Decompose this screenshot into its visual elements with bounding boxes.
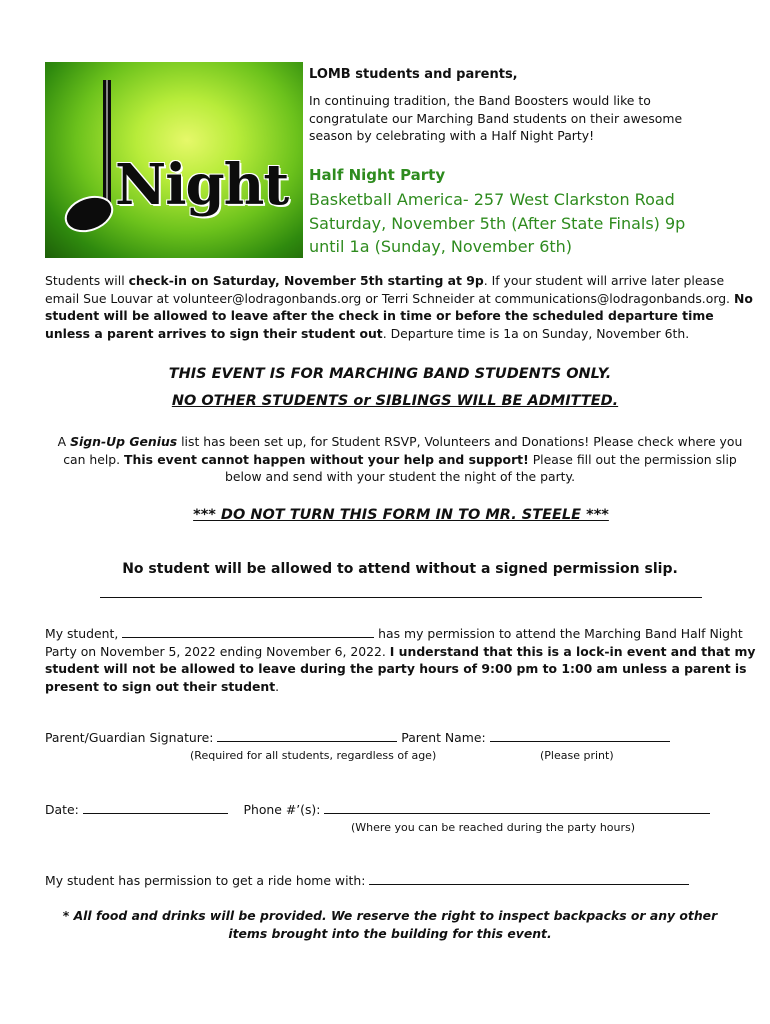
greeting: LOMB students and parents, [309, 67, 518, 82]
signup-emphasis: This event cannot happen without your help and support! [124, 451, 529, 467]
date-field[interactable] [83, 801, 228, 814]
ride-field[interactable] [369, 872, 689, 885]
date-phone-row [45, 801, 745, 819]
permission-paragraph [45, 625, 757, 695]
lockin-agreement: I understand that this is a lock-in event and that my student will not be allowed to leave during the party hours of 9:00 pm to 1:00 am unless a parent is present to sign out their student [45, 643, 756, 694]
checkin-paragraph [45, 272, 761, 342]
parent-name-note: (Please print) [540, 749, 614, 762]
logo-word: Night [115, 152, 289, 218]
checkin-time: check-in on Saturday, November 5th starting at 9p [128, 273, 484, 288]
departure-time: . Departure time is 1a on Sunday, November 6th. [382, 325, 690, 341]
event-location: Basketball America- 257 West Clarkston Road [309, 190, 675, 209]
signature-note: (Required for all students, regardless of age) [190, 749, 437, 762]
signature-field[interactable] [217, 729, 397, 742]
ride-row [45, 872, 745, 890]
signup-text-3: Please fill out the permission slip below and send with your student the night of the party. [224, 451, 737, 484]
event-date-line2: until 1a (Sunday, November 6th) [309, 237, 573, 256]
signup-genius-link: Sign-Up Genius [70, 434, 178, 449]
phone-field[interactable] [324, 801, 710, 814]
signup-text-1: A [57, 434, 71, 449]
checkin-text-2: . If your student will arrive later please email Sue Louvar at volunteer@lodragonbands.org or Terri Schneider at communications@lodragonbands.org. [45, 273, 730, 306]
night-logo [45, 62, 303, 258]
notice-line2: NO OTHER STUDENTS or SIBLINGS WILL BE ADMITTED. [171, 393, 619, 409]
event-date-line1: Saturday, November 5th (After State Finals) 9p [309, 213, 686, 233]
intro-text: In continuing tradition, the Band Boosters would like to congratulate our Marching Band students on their awesome season by celebrating with a Half Night Party! [309, 93, 683, 143]
permission-text-1: My student, [45, 626, 123, 641]
signup-text-2: list has been set up, for Student RSVP, Volunteers and Donations! Please check where you can help. [63, 434, 743, 467]
phone-label: Phone #’(s): [243, 802, 325, 817]
parent-name-field[interactable] [490, 729, 670, 742]
parent-name-label: Parent Name: [397, 730, 490, 745]
permission-required: No student will be allowed to attend without a signed permission slip. [122, 561, 678, 577]
footer-note: * All food and drinks will be provided. We reserve the right to inspect backpacks or any other items brought into the building for this event. [62, 908, 718, 941]
phone-note: (Where you can be reached during the party hours) [351, 821, 636, 834]
date-label: Date: [45, 802, 83, 817]
cut-line [100, 597, 702, 598]
checkin-text-1: Students will [45, 273, 129, 288]
signup-paragraph [45, 433, 755, 486]
permission-text-2: has my permission to attend the Marching Band Half Night Party on November 5, 2022 ending November 6, 2022. [45, 626, 743, 659]
student-name-field[interactable] [122, 625, 374, 638]
permission-period: . [275, 678, 280, 694]
ride-label: My student has permission to get a ride home with: [45, 873, 370, 888]
departure-rule: No student will be allowed to leave after the check in time or before the scheduled departure time unless a parent arrives to sign their student out [45, 290, 753, 341]
signature-row [45, 729, 745, 747]
event-title: Half Night Party [309, 166, 446, 184]
notice-line1: THIS EVENT IS FOR MARCHING BAND STUDENTS ONLY. [168, 366, 612, 382]
event-details [309, 188, 749, 259]
warning-banner: *** DO NOT TURN THIS FORM IN TO MR. STEELE *** [193, 507, 609, 523]
signature-label: Parent/Guardian Signature: [45, 730, 218, 745]
